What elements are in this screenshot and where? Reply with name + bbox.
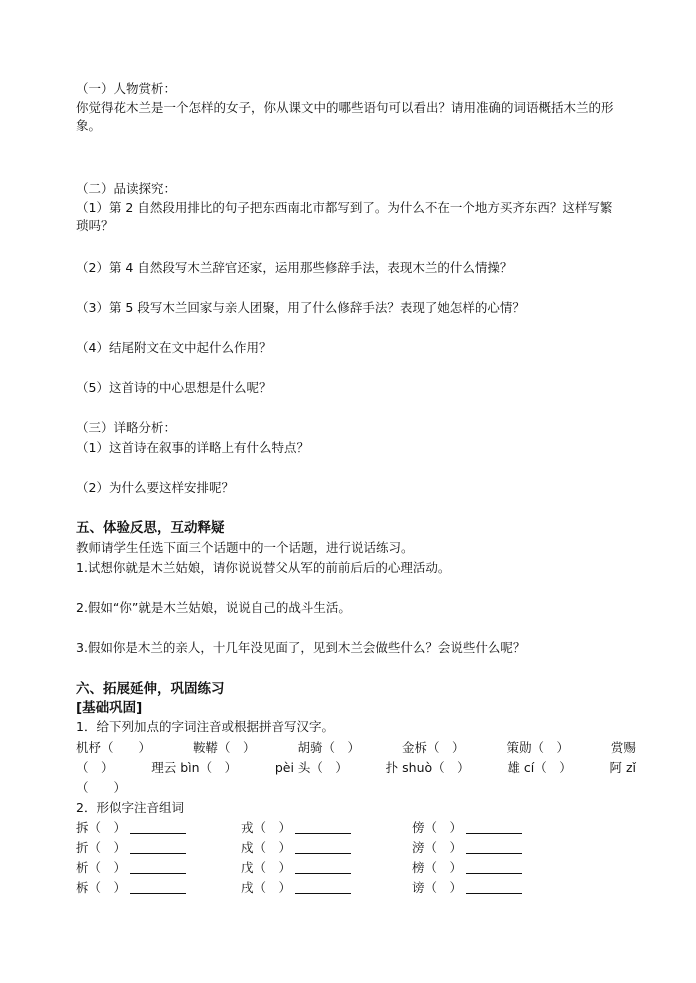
part5-intro: 教师请学生任选下面三个话题中的一个话题，进行说话练习。 xyxy=(76,540,414,555)
sec2-q3: （3）第 5 段写木兰回家与亲人团聚，用了什么修辞手法？表现了她怎样的心情？ xyxy=(76,300,525,315)
similar-char-item: 傍（ ） xyxy=(412,819,522,837)
pinyin-item: 机杼（ ） xyxy=(76,740,152,755)
answer-blank[interactable] xyxy=(295,821,351,834)
similar-char-item: 谤（ ） xyxy=(412,879,522,897)
similar-char-item: 折（ ） xyxy=(76,839,186,857)
sec1-title: （一）人物赏析： xyxy=(76,81,177,96)
answer-blank[interactable] xyxy=(130,861,186,874)
exercise-2-prompt: 2．形似字注音组词 xyxy=(76,800,184,815)
answer-blank[interactable] xyxy=(295,841,351,854)
sec2-q2: （2）第 4 自然段写木兰辞官还家，运用那些修辞手法，表现木兰的什么情操？ xyxy=(76,260,513,275)
similar-char-item: 戌（ ） xyxy=(241,879,351,897)
similar-char-item: 戎（ ） xyxy=(241,819,351,837)
similar-char-item: 柝（ ） xyxy=(76,879,186,897)
answer-blank[interactable] xyxy=(130,821,186,834)
pinyin-row-2 xyxy=(76,759,636,777)
pinyin-item: 胡骑（ ） xyxy=(297,740,360,755)
pinyin-item: 扑 shuò（ ） xyxy=(385,760,470,775)
answer-blank[interactable] xyxy=(295,861,351,874)
part5-topic-3: 3.假如你是木兰的亲人，十几年没见面了，见到木兰会做些什么？会说些什么呢？ xyxy=(76,640,526,655)
pinyin-item: 策勋（ ） xyxy=(506,740,569,755)
answer-blank[interactable] xyxy=(130,841,186,854)
answer-blank[interactable] xyxy=(130,881,186,894)
answer-blank[interactable] xyxy=(466,861,522,874)
pinyin-item: （ ） xyxy=(76,760,114,775)
pinyin-item: 赏赐 xyxy=(610,740,636,755)
sec1-question: 你觉得花木兰是一个怎样的女子，你从课文中的哪些语句可以看出？请用准确的词语概括木兰的形象。 xyxy=(76,100,614,133)
similar-char-item: 戍（ ） xyxy=(241,839,351,857)
sec2-q4: （4）结尾附文在文中起什么作用？ xyxy=(76,340,272,355)
sec2-q1: （1）第 2 自然段用排比的句子把东西南北市都写到了。为什么不在一个地方买齐东西？这样写繁琐吗？ xyxy=(76,200,613,233)
similar-char-item: 戊（ ） xyxy=(241,859,351,877)
similar-char-item: 拆（ ） xyxy=(76,819,186,837)
exercise-1-prompt: 1．给下列加点的字词注音或根据拼音写汉字。 xyxy=(76,719,334,734)
answer-blank[interactable] xyxy=(295,881,351,894)
answer-blank[interactable] xyxy=(466,841,522,854)
similar-char-item: 滂（ ） xyxy=(412,839,522,857)
answer-blank[interactable] xyxy=(466,821,522,834)
pinyin-item: pèi 头（ ） xyxy=(274,760,348,775)
sec2-title: （二）品读探究： xyxy=(76,181,177,196)
part5-title: 五、体验反思，互动释疑 xyxy=(76,520,225,536)
sec3-q2: （2）为什么要这样安排呢？ xyxy=(76,480,234,495)
pinyin-item: 理云 bìn（ ） xyxy=(151,760,238,775)
pinyin-row-1 xyxy=(76,739,636,757)
sec3-q1: （1）这首诗在叙事的详略上有什么特点？ xyxy=(76,440,309,455)
part5-topic-2: 2.假如“你”就是木兰姑娘，说说自己的战斗生活。 xyxy=(76,600,351,615)
pinyin-item: 雄 cí（ ） xyxy=(507,760,572,775)
part6-title: 六、拓展延伸，巩固练习 xyxy=(76,681,225,697)
pinyin-item: 鞍鞯（ ） xyxy=(192,740,256,755)
pinyin-item: 金柝（ ） xyxy=(401,740,465,755)
similar-char-item: 榜（ ） xyxy=(412,859,522,877)
part5-topic-1: 1.试想你就是木兰姑娘，请你说说替父从军的前前后后的心理活动。 xyxy=(76,560,451,575)
part6-subtitle: [基础巩固] xyxy=(76,700,143,716)
similar-char-item: 析（ ） xyxy=(76,859,186,877)
sec3-title: （三）详略分析： xyxy=(76,420,177,435)
sec2-q5: （5）这首诗的中心思想是什么呢？ xyxy=(76,380,272,395)
answer-blank[interactable] xyxy=(466,881,522,894)
pinyin-item: 阿 zǐ xyxy=(609,760,636,775)
pinyin-row-3: （ ） xyxy=(76,780,127,795)
